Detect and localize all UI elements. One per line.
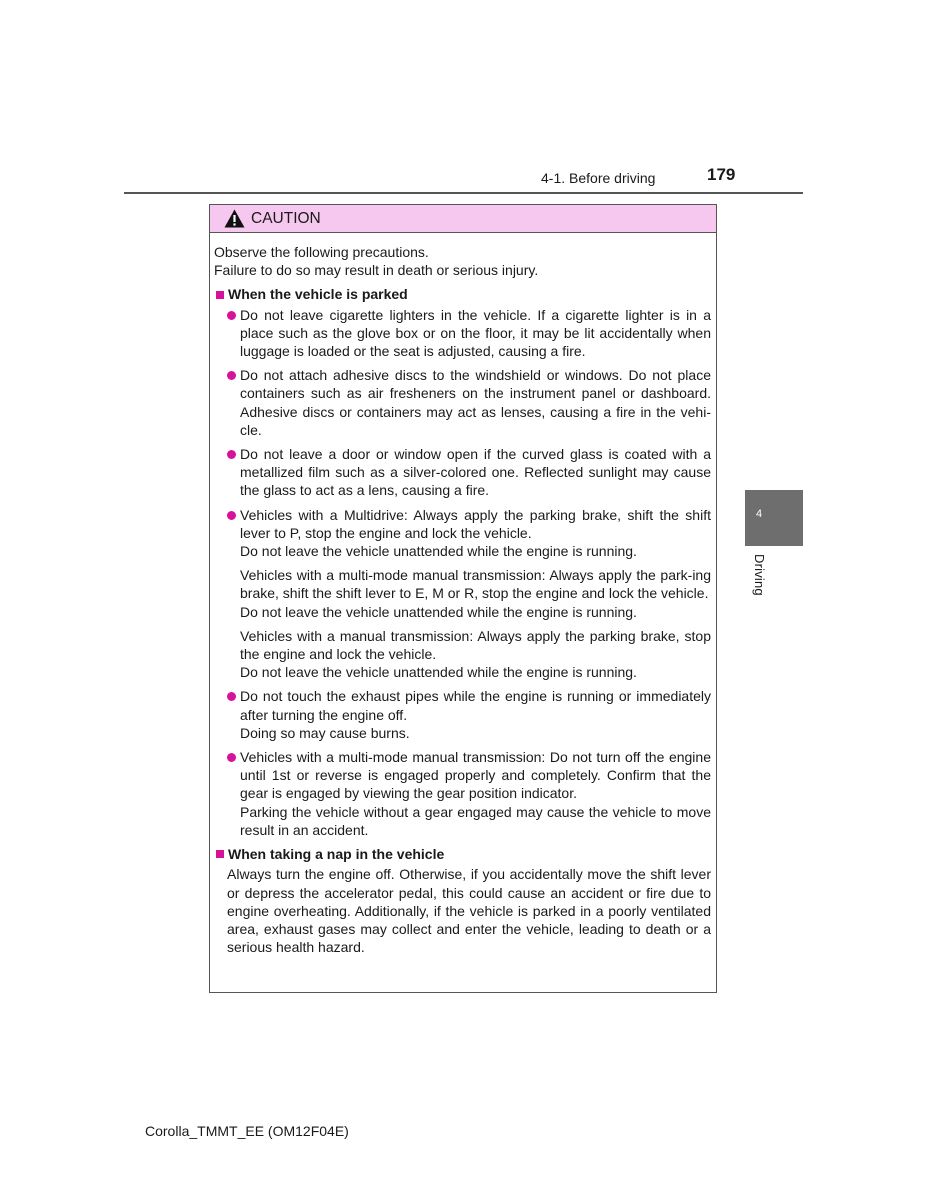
nap-section-title: When taking a nap in the vehicle xyxy=(228,846,445,863)
list-item xyxy=(214,748,711,839)
nap-section-text: Always turn the engine off. Otherwise, if you accidentally move the shift lever or depress the accelerator pedal, this could cause an accident or fire due to engine overheating. Additionally, if the vehicle is parked in a poorly ventilated area, exhaust gases may collect and enter the vehicle, leading to death or a serious health hazard. xyxy=(227,866,711,956)
item-text: Do not leave the vehicle unattended while the engine is running. xyxy=(240,664,637,681)
square-bullet-icon xyxy=(216,850,224,858)
list-item xyxy=(214,306,711,361)
parked-section-heading xyxy=(214,285,711,303)
bullet-dot-icon xyxy=(227,450,236,459)
footer-model: Corolla_TMMT_EE (OM12F04E) xyxy=(145,1123,349,1139)
item-text: Do not touch the exhaust pipes while the engine is running or immediately after turning the engine off. xyxy=(240,688,711,723)
intro-line: Failure to do so may result in death or serious injury. xyxy=(214,262,539,279)
list-item xyxy=(214,506,711,682)
item-text: Do not attach adhesive discs to the windshield or windows. Do not place containers such as air fresheners on the instrument panel or dashboard. Adhesive discs or containers may act as lenses, causing a fire in the vehi-cle. xyxy=(240,367,711,438)
parked-section-title: When the vehicle is parked xyxy=(228,286,408,303)
item-text: Do not leave a door or window open if the curved glass is coated with a metallized film such as a silver-colored one. Reflected sunlight may cause the glass to act as a lens, causing a fire. xyxy=(240,446,711,499)
item-text: Doing so may cause burns. xyxy=(240,724,410,741)
warning-triangle-icon xyxy=(224,209,245,228)
item-text: Vehicles with a multi-mode manual transmission: Do not turn off the engine until 1st or reverse is engaged properly and completely. Confirm that the gear is engaged by viewing the gear position indicator. xyxy=(240,749,711,802)
square-bullet-icon xyxy=(216,291,224,299)
page-number: 179 xyxy=(707,165,736,184)
bullet-dot-icon xyxy=(227,311,236,320)
bullet-dot-icon xyxy=(227,692,236,701)
intro-line: Observe the following precautions. xyxy=(214,244,429,260)
caution-intro xyxy=(214,243,711,279)
list-item xyxy=(214,687,711,742)
header-divider xyxy=(124,192,803,194)
list-item xyxy=(214,366,711,439)
caution-body xyxy=(210,233,716,956)
item-text: Vehicles with a multi-mode manual transmission: Always apply the park-ing brake, shift the shift lever to E, M or R, stop the engine and lock the vehicle. xyxy=(240,567,711,602)
caution-box xyxy=(209,204,717,993)
bullet-dot-icon xyxy=(227,753,236,762)
section-title: 4-1. Before driving xyxy=(541,170,656,186)
nap-section-heading xyxy=(214,845,711,863)
chapter-tab xyxy=(745,490,803,546)
caution-header xyxy=(210,205,716,233)
chapter-number: 4 xyxy=(756,508,763,520)
item-text: Do not leave the vehicle unattended while the engine is running. xyxy=(240,543,637,560)
bullet-dot-icon xyxy=(227,511,236,520)
item-text: Vehicles with a Multidrive: Always apply the parking brake, shift the shift lever to P, stop the engine and lock the vehicle. xyxy=(240,506,711,541)
item-text: Parking the vehicle without a gear engaged may cause the vehicle to move result in an accident. xyxy=(240,803,711,838)
chapter-label: Driving xyxy=(752,554,767,596)
item-text: Do not leave cigarette lighters in the vehicle. If a cigarette lighter is in a place such as the glove box or on the floor, it may be lit accidentally when luggage is loaded or the seat is adjusted, causing a fire. xyxy=(240,306,711,360)
item-text: Vehicles with a manual transmission: Always apply the parking brake, stop the engine and lock the vehicle. xyxy=(240,627,711,663)
list-item xyxy=(214,445,711,500)
bullet-dot-icon xyxy=(227,371,236,380)
item-text: Do not leave the vehicle unattended while the engine is running. xyxy=(240,603,637,620)
caution-title: CAUTION xyxy=(251,209,321,227)
